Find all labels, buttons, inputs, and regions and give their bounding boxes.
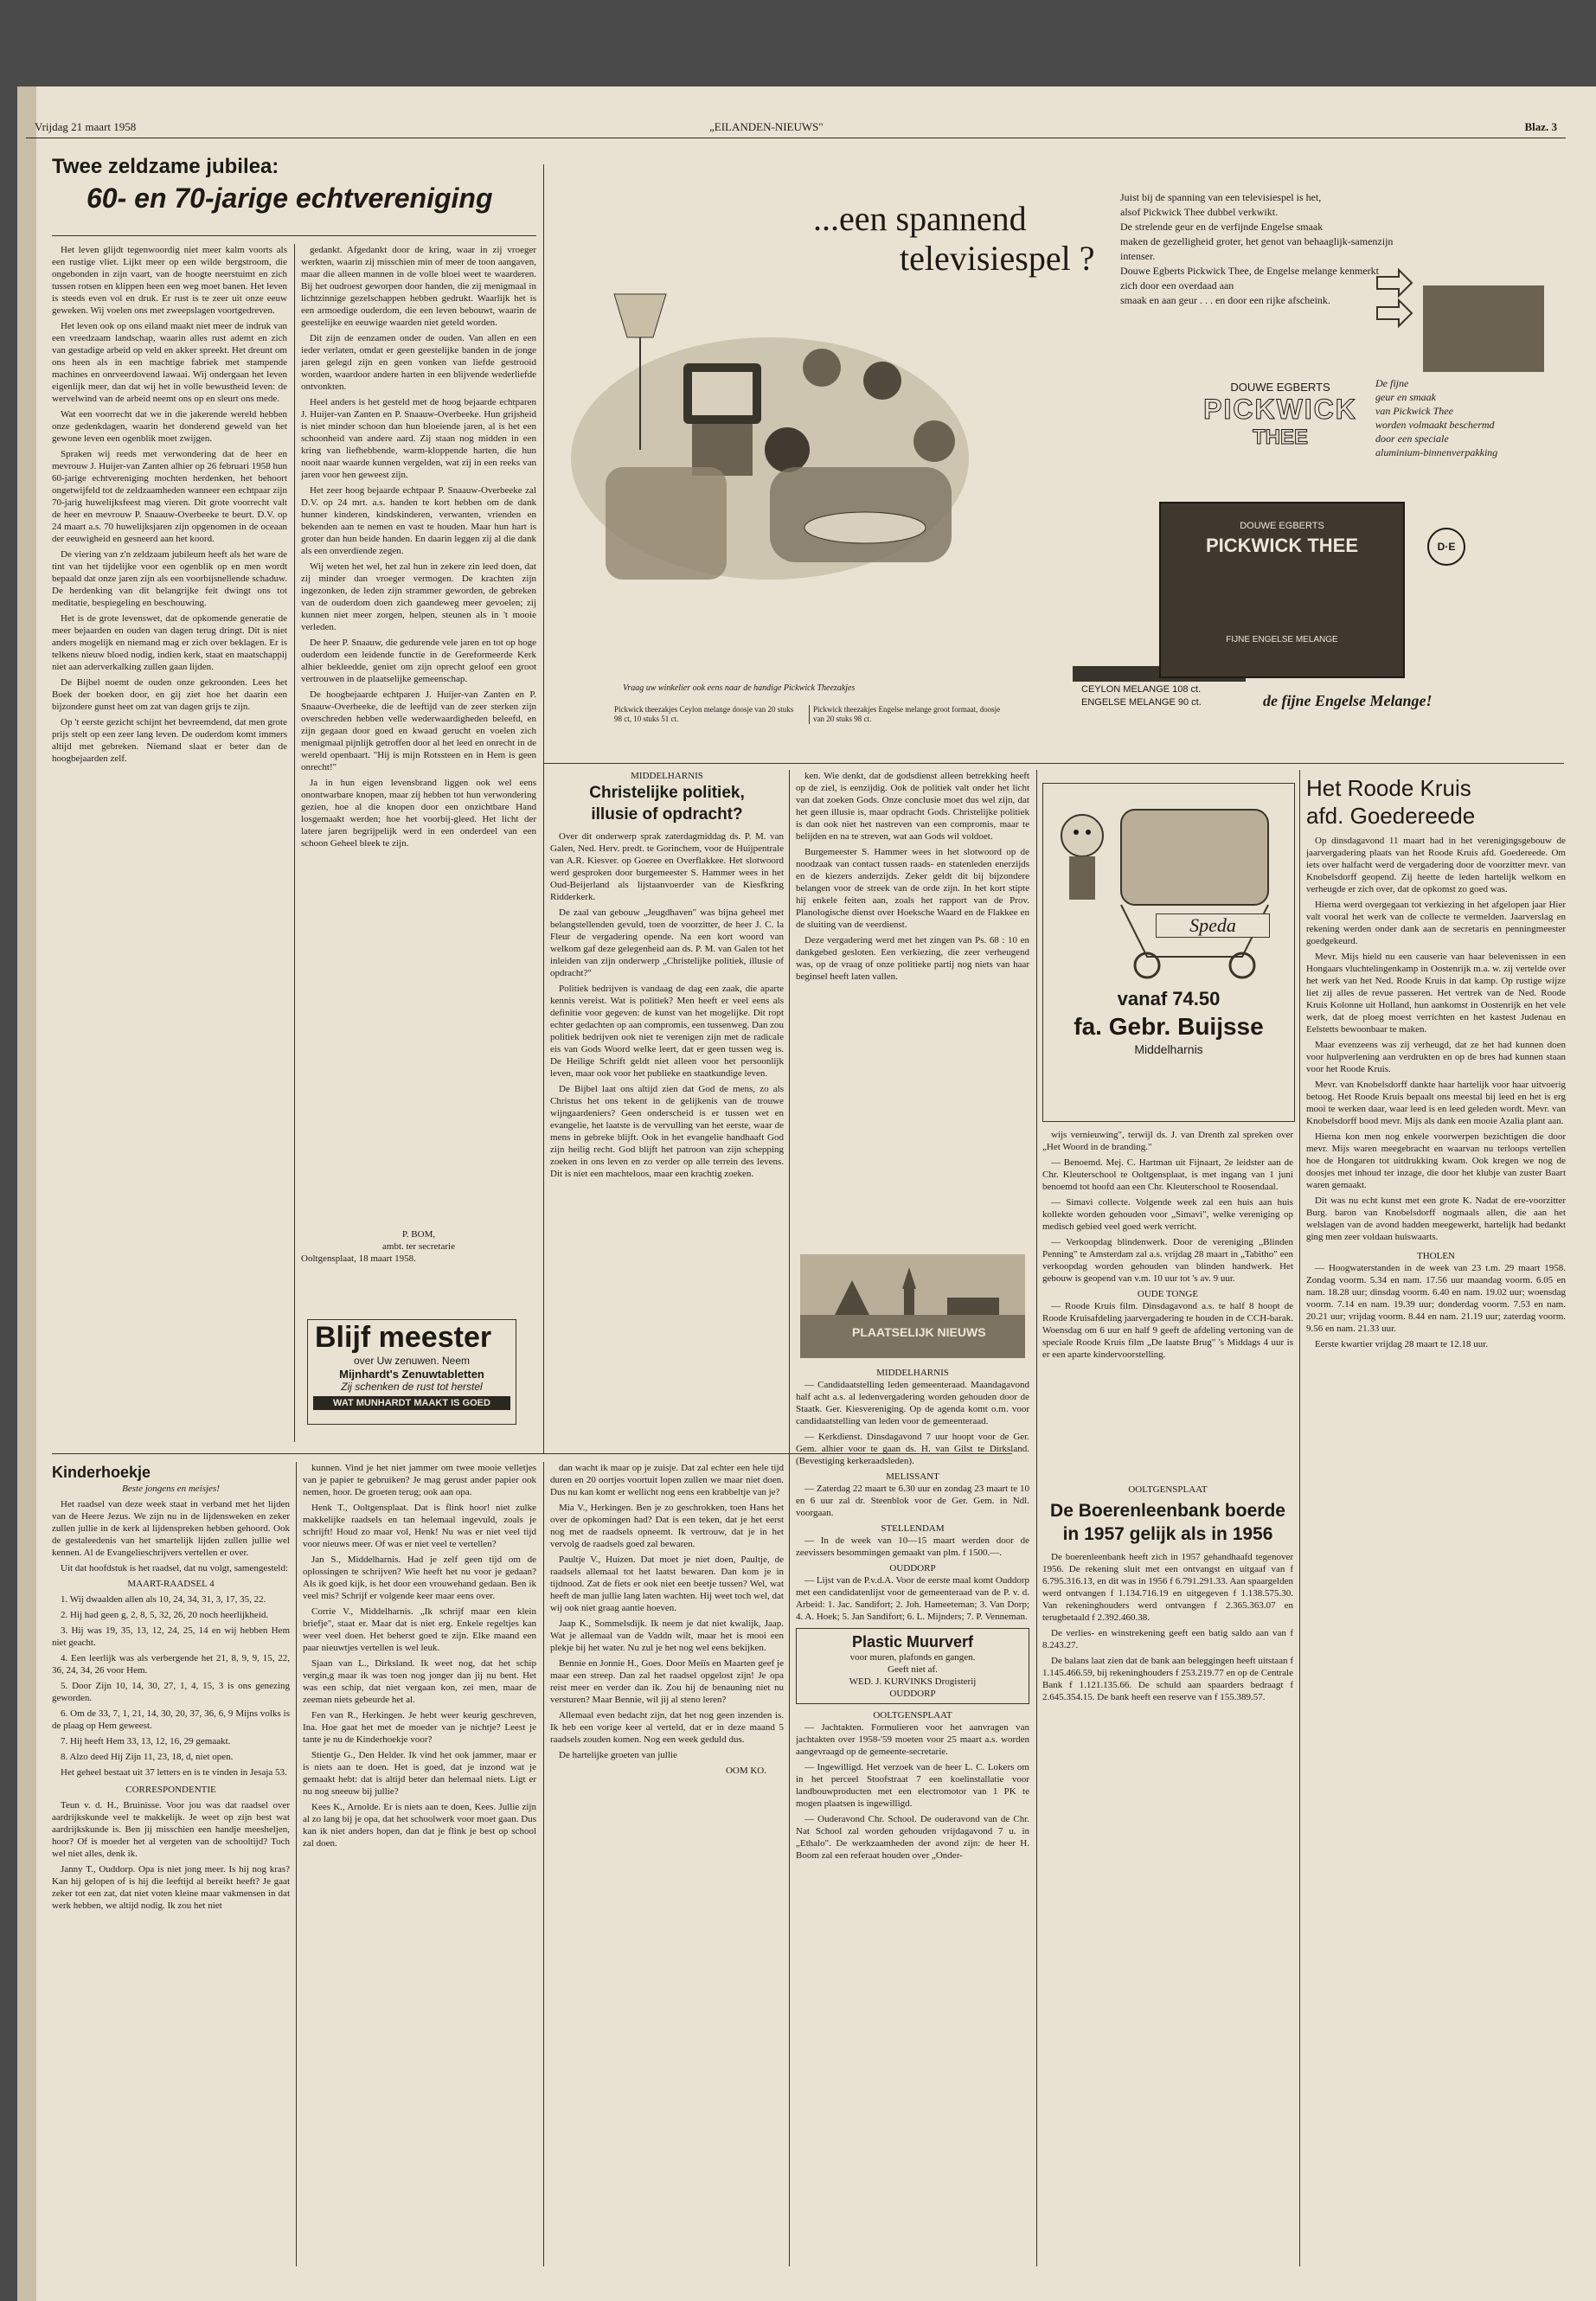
politics-paragraph: Politiek bedrijven is vandaag de dag een zaak, die aparte kennis vereist. Wat is politiek? Men heeft er veel eens als definitie voor gegeven: de kunst van het mogelijke. Dit ropt echter gedachten op aan compromis, een tussenweg. Dan zou politiek bedrijven ook niet te verenigen zijn met de radicale eis van Gods Woord welke leert, dat er geen tussen weg is. De Heilige Schrift geldt niet alleen voor het persoonlijk leven, maar ook voor het publieke en staatkundige leven. [550, 984, 784, 1079]
mid-news-place: OUDE TONGE [1137, 1289, 1199, 1299]
jubilee-title: 60- en 70-jarige echtvereniging [87, 183, 493, 214]
jubilee-paragraph: Het leven ook op ons eiland maakt niet meer de indruk van een vreedzaam landschap, waarin alles rust ademt en zich van gestadige arbeid op veld en akker spreekt. Het dreunt om ons heen als in een machtige fabriek met stampende machines en onrveerdovend lawaai. Wij ondergaan het leven eigenlijk meer, dan dat wij het in volle bewustheid leven: de wervelwind van de arbeid neemt ons op en sleurt ons mede. [52, 321, 287, 404]
tholen-place: THOLEN [1417, 1251, 1455, 1261]
speda-price: vanaf 74.50 [1117, 988, 1221, 1009]
tv-ad-copy-line: maken de gezelligheid groter, het genot van behaaglijk-samenzijn intenser. [1120, 235, 1394, 262]
jubilee-signature: P. BOM, [401, 1229, 436, 1240]
kinderhoekje-column-3 [550, 1462, 784, 2266]
header-date: Vrijdag 21 maart 1958 [35, 120, 137, 133]
puzzle-line: 5. Door Zijn 10, 14, 30, 27, 1, 4, 15, 3 is ons genezing geworden. [52, 1681, 290, 1703]
jubilee-paragraph: Wij weten het wel, het zal hun in zekere zin leed doen, dat zij minder dan vroeger vermogen. De krachten zijn ingezonken, de leden zijn strammer geworden, de gebreken van de ouderdom doen zich gaandeweg meer gevoelen; zij kunnen niet meer zorgen, helpen, steunen als in 't mooie verleden. [301, 561, 536, 632]
pickwick-logo-maker: DOUWE EGBERTS [1230, 381, 1330, 394]
tholen-paragraph: Eerste kwartier vrijdag 28 maart te 12.18 uur. [1315, 1339, 1489, 1349]
politics-column-2 [796, 770, 1029, 1246]
arrow-icon [1375, 260, 1419, 329]
correspondence-paragraph: Teun v. d. H., Bruinisse. Voor jou was dat raadsel over aardrijkskunde veel te makkelijk. Je weet op zijn best wat aardrijkskunde is. Ben jij misschien een handje meesheljen, hoor? Of is moeder het al vergeten van de schooltijd? Toch wel niet alles, denk ik. [52, 1800, 290, 1859]
price-engelse: ENGELSE MELANGE 90 ct. [1081, 697, 1202, 708]
local-news-place: MELISSANT [886, 1471, 939, 1482]
mid-news-item: — Verkoopdag blindenwerk. Door de vereniging „Blinden Penning" te Amsterdam zal a.s. vrijdag 28 maart in „Tabitho" een verkoopdag worden gehouden van blinden handwerk. Het gebouw is geopend van v.m. 10 uur tot 's av. 9 uur. [1042, 1237, 1293, 1284]
tea-box-image [1159, 502, 1405, 678]
muurverf-title: Plastic Muurverf [851, 1633, 974, 1650]
politics-place: MIDDELHARNIS [631, 771, 703, 781]
boerenleenbank-paragraph: De verlies- en winstrekening geeft een batig saldo aan van f 8.243.27. [1042, 1628, 1293, 1650]
pickwick-ad [554, 164, 1498, 761]
mijnhardt-ad-title: Blijf meester [315, 1321, 492, 1354]
jubilee-paragraph: De hoogbejaarde echtparen J. Huijer-van Zanten en P. Snaauw-Overbeeke, die de leeftijd van de zeer sterken zijn overschreden hebben velle wederwaardigheden beleefd, en zijn gegaan door goed en kwaad gerucht en voelen zich menigmaal pijnlijk getroffen door al het leed en onrecht in de wereld openbaart. "Hij is mijn Rotssteen en in Hem is geen onrecht!" [301, 689, 536, 772]
politics-paragraph: Burgemeester S. Hammer wees in het slotwoord op de noodzaak van contact tussen raads- en statenleden enerzijds en de kiezers anderzijds. Zeker geldt dit bij bijzondere belangen voor de streek van de orde zijn. In het kort stipte hij enkele feiten aan, zoals het rapport van de Prov. Planologische dienst over Hoeksche Waard en de Flakkee en de sluiting van de veerdienst. [796, 847, 1029, 930]
tv-ad-copy-line: smaak en aan geur . . . en door een rijke afscheink. [1120, 294, 1330, 306]
kinderhoekje-title: Kinderhoekje [52, 1464, 151, 1481]
foil-caption-line: door een speciale [1375, 433, 1449, 445]
pickwick-logo-name: PICKWICK [1203, 394, 1357, 425]
roode-kruis-paragraph: Maar evenzeens was zij verheugd, dat ze het had kunnen doen voor hulpverlening aan verdrukten en op de bres had kunnen staan voor het Roode Kruis. [1306, 1040, 1566, 1074]
jubilee-paragraph: Het is de grote levenswet, dat de opkomende generatie de meer bejaarden en ouden van dagen terug dringt. Dit is niet anders mogelijk en niemand mag er zich over beklagen. Er is telkens nieuw bloed nodig, indien kerk, staat en maatschappij niet aan aderverkalking zullen gaan lijden. [52, 613, 287, 672]
page-fold-edge [17, 87, 36, 2301]
tv-ad-copy-line: De strelende geur en de verfijnde Engelse smaak [1120, 221, 1324, 233]
mid-news-item: — Simavi collecte. Volgende week zal een huis aan huis kollekte worden gehouden voor „Simavi", welke vereniging op medisch gebied veel goed werk verricht. [1042, 1197, 1293, 1232]
jubilee-paragraph: Wat een voorrecht dat we in die jakerende wereld hebben onze gedenkdagen, waarin het donderend geweld van het gewone leven een ogenblik moet zwijgen. [52, 409, 287, 444]
column-rule [294, 244, 295, 1442]
page-header [26, 117, 1566, 138]
correspondence-paragraph: Janny T., Ouddorp. Opa is niet jong meer. Is hij nog kras? Kan hij gelopen of is hij die leeftijd al bereikt heeft? Je gaat zeker tot een zat, dat niet voten kleine maar vakmensen in dat werk hebben, we altijd nodig. Ik zou het niet [52, 1864, 290, 1911]
politics-title-line-2: illusie of opdracht? [591, 805, 743, 824]
tv-ad-copy-line: alsof Pickwick Thee dubbel verkwikt. [1120, 206, 1279, 218]
tea-box-sub: FIJNE ENGELSE MELANGE [1226, 635, 1338, 644]
local-news-item: — Kerkdienst. Dinsdagavond 7 uur hoopt voor de Ger. Gem. alhier voor te gaan ds. H. van Gilst te Dirksland. (Bevestiging kerkeraadsleden). [796, 1432, 1029, 1466]
local-news-item: — Zaterdag 22 maart te 6.30 uur en zondag 23 maart te 10 en 6 uur zal dr. Steenblok voor de Ger. Gem. in Ndl. voorgaan. [796, 1484, 1029, 1518]
correspondence-paragraph: Corrie V., Middelharnis. „Ik schrijf maar een klein briefje", staat er. Maar dat is niet erg. Enkele regeltjes kan weer veel doen. Het beherst goed te zijn. Elke maand een paar nieuwtjes vertellen is wel leuk. [303, 1606, 536, 1653]
pickwick-logo-thee: THEE [1252, 426, 1308, 449]
kinderhoekje-column-1 [52, 1462, 290, 2266]
muurverf-line: Geeft niet af. [888, 1664, 938, 1675]
column-rule [1036, 770, 1037, 2266]
jubilee-header [52, 154, 536, 223]
roode-kruis-paragraph: Mevr. Mijs hield nu een causerie van haar belevenissen in een Hongaars vluchtelingenkamp in Oostenrijk m.a. w. zij vertelde over het werk van het Ned. Roode Kruis in dat kamp. Op rustige wijze liet zij alles de revue passeren. Het vertrek van de Ned. Roode Kruis Kolonne uit Holland, hun aankomst in Oostenrijk en het vele werk, dat de ploeg moest verrichten en het kastest Judenau en Eelstetts bewoonbaar te maken. [1306, 952, 1566, 1035]
boerenleenbank-paragraph: De balans laat zien dat de bank aan beleggingen heeft uitstaan f 1.145.466.59, bij rekeninghouders f 253.219.77 en op de Centrale Bank f 1.121.135.66. De schuld aan spaarders bedraagt f 2.645.354.15. De bank heeft een reserve van f 155.389.57. [1042, 1656, 1293, 1702]
grocer-note: Vraag uw winkelier ook eens naar de handige Pickwick Theezakjes [623, 683, 856, 693]
correspondence-title: CORRESPONDENTIE [125, 1785, 216, 1795]
local-news-place: OOLTGENSPLAAT [873, 1710, 952, 1721]
mijnhardt-ad-product: Mijnhardt's Zenuwtabletten [339, 1368, 484, 1381]
puzzle-line: 7. Hij heeft Hem 33, 13, 12, 16, 29 gemaakt. [61, 1736, 231, 1747]
local-news-item: — In de week van 10—15 maart werden door de zeevissers besommingen gemaakt van plm. f 1500.—. [796, 1535, 1029, 1558]
header-page-number: Blaz. 3 [1524, 120, 1557, 133]
jubilee-paragraph: Spraken wij reeds met verwondering dat de heer en mevrouw J. Huijer-van Zanten alhier op 26 februari 1958 hun 60-jarige echtvereniging mochten herdenken, het behoort ongetwijfeld tot de zeldzaamheden wanneer een echtpaar zijn 70-jarig huwelijksfeest mag vieren. Dit grote voorrecht valt de heer en mevrouw P. Snaauw-Overbeeke te beurt. D.V. op 24 maart a.s. 70 huwelijksjaren zijn opgenomen in de oceaan der eeuwigheid en gesneerd aan het koord. [52, 449, 287, 544]
jubilee-signature-place: Ooltgensplaat, 18 maart 1958. [301, 1253, 416, 1264]
local-news-item: — Ingewilligd. Het verzoek van de heer L. C. Lokers om in het perceel Stoofstraat 7 een koelinstallatie voor landbouwproducten met een electromotor van 1 PK te mogen plaatsen is ingewilligd. [796, 1762, 1029, 1809]
jubilee-paragraph: Op 't eerste gezicht schijnt het bevreemdend, dat men grote prijs stelt op een zeer lang leven. De ouderdom komt immers altijd met gebreken. Niemand slaat er beter dan de hoogbejaarden zelf. [52, 717, 287, 764]
roode-kruis-title-2: afd. Goedereede [1306, 803, 1476, 829]
column-rule [789, 770, 790, 2266]
local-news-column [796, 1367, 1029, 2266]
politics-paragraph: De Bijbel laat ons altijd zien dat God de mens, zo als Christus het ons tekent in de gelijkenis van de trouwe wijngaardeniers? Geen onderscheid is er tussen wet en evangelie, het laatste is de vervulling van het eerste, waar de mens in gebreke blijft. Ook in het evangelie handhaaft God zijn heilig recht. God blijft het patroon van zijn schepping zoeken in ons leven en zo verder op alle terrein des levens. Dit is niet een machteloos, maar een krachtig zoeken. [550, 1084, 784, 1179]
jubilee-signature-role: ambt. ter secretarie [382, 1241, 455, 1252]
de-logo-icon: D·E [1427, 528, 1465, 566]
local-news-place: MIDDELHARNIS [876, 1368, 949, 1378]
tea-pack-foil-image [1423, 285, 1544, 372]
local-news-banner: PLAATSELIJK NIEUWS [852, 1325, 986, 1339]
foil-caption-line: worden volmaakt beschermd [1375, 419, 1495, 431]
foil-caption-line: geur en smaak [1375, 391, 1436, 403]
kinderhoekje-greeting: Beste jongens en meisjes! [122, 1484, 220, 1494]
foil-caption-line: aluminium-binnenverpakking [1375, 446, 1498, 458]
correspondence-paragraph: kunnen. Vind je het niet jammer om twee mooie velletjes van je papier te gebruiken? Je mag gerust ander papier ook nemen, hoor. De groeten terug; ook aan opa. [303, 1463, 536, 1497]
jubilee-paragraph: Heel anders is het gesteld met de hoog bejaarde echtparen J. Huijer-van Zanten en P. Snaauw-Overbeeke. Hun grijsheid is niet minder schoon dan hun bloeiende jaren, al is het een schoonheid van andere aard. Zij staan nog midden in een kring van liefhebbende, warm-kloppende harten, die hun nooit naar waarde kunnen vergelden, wat zij in een reeks van jaren voor hen geweest zijn. [301, 397, 536, 480]
puzzle-line: 3. Hij was 19, 35, 13, 12, 24, 25, 14 en wij hebben Hem niet geacht. [52, 1625, 290, 1648]
tv-ad-headline-line: televisiespel ? [900, 239, 1095, 278]
correspondence-paragraph: Jan S., Middelharnis. Had je zelf geen tijd om de oplossingen te schrijven? Wie heeft het nu voor je gedaan? Als ik goed kijk, is het door een vrouwehand gedaan. Ben ik veel mis? Schrijf er volgende keer maar eens over. [303, 1554, 536, 1601]
foil-caption-line: van Pickwick Thee [1375, 405, 1453, 417]
mid-news-paragraph: wijs vernieuwing", terwijl ds. J. van Drenth zal spreken over „Het Woord in de branding." [1042, 1130, 1293, 1152]
muurverf-town: OUDDORP [889, 1689, 936, 1699]
roode-kruis-title-1: Het Roode Kruis [1306, 775, 1471, 801]
tv-ad-copy-line: Douwe Egberts Pickwick Thee, de Engelse melange kenmerkt zich door een overdaad aan [1120, 265, 1380, 292]
correspondence-paragraph: Mia V., Herkingen. Ben je zo geschrokken, toen Hans het over de opkomingen had? Dat is een teken, dat je het eerst nog met de raadsels opneemt. Ik vertrouw, dat je in het vervolg de raadsels goed zal bewaren. [550, 1503, 784, 1549]
tv-ad-headline [813, 199, 1159, 279]
politics-paragraph: ken. Wie denkt, dat de godsdienst alleen betrekking heeft op de ziel, is eenzijdig. Ook de politiek valt onder het licht van dat zoeken Gods. Onze conclusie moet dus wel zijn, dat het geen illusie is, maar opdracht Gods. Christelijke politiek is dan ook niet het nastreven van een compromis, maar te belijden en na te streven, wat aan Gods wil voldoet. [796, 771, 1029, 842]
roode-kruis-paragraph: Hierna werd overgegaan tot verkiezing in het afgelopen jaar Hier valt vooral het werk van de collecte te vermelden. Jaarverslag en rekening werden onder dank aan de secretaris en penningmeester goedgekeurd. [1306, 900, 1566, 946]
correspondence-paragraph: Jaap K., Sommelsdijk. Ik neem je dat niet kwalijk, Jaap. Wat je allemaal van de Vaddn wilt, maar het is mooi een plekje bij het water. Nu zul je het nog wel eens bekijken. [550, 1618, 784, 1653]
speda-town: Middelharnis [1134, 1042, 1203, 1056]
local-news-photo [800, 1254, 1025, 1358]
puzzle-title: MAART-RAADSEL 4 [127, 1579, 215, 1589]
kinderhoekje-signature: OOM KO. [725, 1766, 766, 1776]
kinderhoekje-paragraph: Het raadsel van deze week staat in verband met het lijden van de Heere Jezus. We zijn nu in de lijdensweken en zeker zullen jullie in de kerk al lijdenspreken hebben gehoord. Ook de gestaleedenis van het smartelijk lijden zullen jullie wel kennen. Al de Evangelieschrijvers vertellen er over. [52, 1499, 290, 1558]
roode-kruis-paragraph: Mevr. van Knobelsdorff dankte haar hartelijk voor haar uitvoerig betoog. Het Roode Kruis bepaalt ons meestal bij leed en het is erg mooi te werken daar, waar leed is en leed geleden wordt. Mevr. van Knobelsdorff bood mevr. Mijs als dank een mooie Azalia plant aan. [1306, 1080, 1566, 1126]
roode-kruis-paragraph: Op dinsdagavond 11 maart had in het verenigingsgebouw de jaarvergadering plaats van het Roode Kruis afd. Goedereede. Om iets over halfacht werd de vergadering door de voorzitter mevr. van Knobelsdorff geopend. Zij heette de leden hartelijk welkom en verheugde er zich over, dat de opkomst zo goed was. [1306, 836, 1566, 894]
jubilee-paragraph: Het leven glijdt tegenwoordig niet meer kalm voorts als een rustige vliet. Lijkt meer op een wilde bergstroom, die ongebonden in zijn vaart, van de hoogte neerstuimt en zich tussen rotsen en klippen heen een weg moet banen. Het leven is steeds even vol en druk. Er rust is te zeer uit onze eeuw geweken. Wij voelen ons met zweepslagen voortgedreven. [52, 245, 287, 316]
tholen-paragraph: — Hoogwaterstanden in de week van 23 t.m. 29 maart 1958. Zondag voorm. 5.34 en nam. 17.56 uur maandag voorm. 6.05 en nam. 18.28 uur; dinsdag voorm. 6.40 en nam. 19.02 uur; woensdag voorm. 7.14 en nam. 19.39 uur; donderdag voorm. 7.53 en nam. 20.21 uur; vrijdag voorm. 8.44 en nam. 21.19 uur; zaterdag voorm. 9.56 en nam. 21.33 uur. [1306, 1263, 1566, 1334]
tea-box-label: DOUWE EGBERTS [1240, 521, 1324, 531]
price-list [1081, 683, 1254, 709]
correspondence-paragraph: Kees K., Arnolde. Er is niets aan te doen, Kees. Jullie zijn al zo lang bij je opa, dat het schoolwerk voor moet gaan. Dus kan ik niet anders hopen, dan dat je flink je best op school zal doen. [303, 1802, 536, 1849]
section-rule [543, 763, 1564, 764]
speda-store: fa. Gebr. Buijsse [1074, 1013, 1264, 1040]
boerenleenbank-article [1042, 1484, 1293, 2262]
tea-box-brand: PICKWICK THEE [1206, 535, 1358, 556]
local-news-item: — Ouderavond Chr. School. De ouderavond van de Chr. Nat School zal worden gehouden vrijdagavond 7 u. in „Ethalo". De werkzaamheden der avond zijn: de heer H. Boom zal een referaat houden over „Onder- [796, 1814, 1029, 1861]
jubilee-paragraph: De heer P. Snaauw, die gedurende vele jaren en tot op hoge ouderdom een leidende functie in de Gereformeerde Kerk alhier bekleedde, geniet om zijn oprecht geloof een groot vertrouwen in de plaatselijke gemeenschap. [301, 638, 536, 684]
roode-kruis-paragraph: Dit was nu echt kunst met een grote K. Nadat de ere-voorzitter Burg. baron van Knobelsdorff nogmaals allen, die aan het welslagen van de avond hadden meegewerkt, hartelijk had bedankt ging men zeer voldaan huiswaarts. [1306, 1195, 1566, 1242]
kinderhoekje-column-2 [303, 1462, 536, 2266]
column-rule [296, 1462, 297, 2266]
muurverf-line: voor muren, plafonds en gangen. [849, 1652, 976, 1663]
local-news-item: — Lijst van de P.v.d.A. Voor de eerste maal komt Ouddorp met een candidatenlijst voor de gemeenteraad van de P. v. d. Arbeid: 1. Jac. Sandifort; 2. Joh. Hameeteman; 3. Van Dorp; 4. A. Hoek; 5. Jan Sandifort; 6. L. Mijnders; 7. P. Venneman. [796, 1575, 1029, 1622]
puzzle-line: 2. Hij had geen g, 2, 8, 5, 32, 26, 20 noch heerlijkheid. [61, 1610, 269, 1620]
village-image [800, 1254, 1025, 1358]
roode-kruis-paragraph: Hierna kon men nog enkele voorwerpen bezichtigen die door mevr. Mijs waren meegebracht en waarvan nu terloops vertellen hoe de Hongaren tot uitdrukking kwam. Ook kregen we nog de doosjes met inhoud ter inzage, die door het klubje van zuster Baart waren gemaakt. [1306, 1131, 1566, 1190]
speda-ad [1042, 783, 1295, 1122]
arrow-icons [1375, 260, 1419, 329]
tv-ad-copy-line: Juist bij de spanning van een televisiespel is het, [1120, 191, 1322, 203]
pickwick-logo [1194, 381, 1367, 450]
correspondence-paragraph: De hartelijke groeten van jullie [559, 1750, 677, 1760]
jubilee-paragraph: Het zeer hoog bejaarde echtpaar P. Snaauw-Overbeeke zal D.V. op 24 mrt. a.s. handen te kort hebben om de dank hunner kinderen, kindskinderen, verwanten, vrienden en bekenden aan te nemen en vast te houden. Maar hun hart is groter dan hun beide handen. En daarin leggen zij al die dank als een onverdiende zegen. [301, 485, 536, 556]
speda-brand: Speda [1156, 913, 1270, 938]
price-ceylon: CEYLON MELANGE 108 ct. [1081, 684, 1202, 695]
boerenleenbank-paragraph: De boerenleenbank heeft zich in 1957 gehandhaafd tegenover 1956. De rekening sluit met een ontvangst en uitgaaf van f 6.795.316.13, en dit was in 1956 f 6.791.291.33. Aan spaargelden werd ontvangen f 1.134.716.19 en uitgegeven f 1.138.575.30. Van rekeninghouders werd ontvangen f 2.365.363.07 en terugbetaald f 2.392.460.38. [1042, 1552, 1293, 1623]
correspondence-paragraph: Paultje V., Huizen. Dat moet je niet doen, Paultje, de raadsels allemaal tot het laatst bewaren. Dan kom je in tijdnood. Zat de fiets er ook niet een beetje tussen? Wel, wat heeft de man jullie lang laten wachten. Hij weet toch wel, dat wij ook niet graag aantie hoeven. [550, 1554, 784, 1613]
column-rule [543, 164, 544, 1453]
kinderhoekje-paragraph: Uit dat hoofdstuk is het raadsel, dat nu volgt, samengesteld: [61, 1563, 289, 1574]
puzzle-line: 1. Wij dwaalden allen als 10, 24, 34, 31, 3, 17, 35, 22. [61, 1594, 266, 1605]
politics-paragraph: Over dit onderwerp sprak zaterdagmiddag ds. P. M. van Galen, Ned. Herv. predt. te Gorinchem, voor de Huijpentrale van A.R. Kiesver. op Goeree en Overflakkee. Het slotwoord werd gesproken door burgemeester S. Hammer wees in het Oud-Beijerland als lijstaanvoerder van de Kiesfkring Ridderkerk. [550, 831, 784, 902]
boerenleenbank-place: OOLTGENSPLAAT [1128, 1484, 1208, 1495]
politics-column-1 [550, 770, 784, 1445]
pack-info-right: Pickwick theezakjes Engelse melange groot formaat, doosje van 20 stuks 98 ct. [809, 705, 1012, 724]
column-rule [1299, 770, 1300, 2266]
correspondence-paragraph: Fen van R., Herkingen. Je hebt weer keurig geschreven, Ina. Hoe gaat het met de moeder van je nichtje? Leest je tante je nu de Kinderhoekje voor? [303, 1710, 536, 1745]
puzzle-line: 8. Alzo deed Hij Zijn 11, 23, 18, d, niet open. [61, 1752, 234, 1762]
puzzle-line: 4. Een leerlijk was als verbergende het 21, 8, 9, 9, 15, 22, 36, 24, 34, 26 voor Hem. [52, 1653, 290, 1676]
mid-news-column [1042, 1129, 1293, 1475]
mijnhardt-ad-banner: WAT MUNHARDT MAAKT IS GOED [313, 1396, 510, 1410]
local-news-item: — Jachtakten. Formulieren voor het aanvragen van jachtakten over 1958-'59 moeten voor 25 maart a.s. worden aangevraagd op de gemeente-secretarie. [796, 1722, 1029, 1757]
correspondence-paragraph: Allemaal even bedacht zijn, dat het nog geen inzenden is. Ik heb een vorige keer al verteld, dat er in deze maand 5 raadsels zouden komen. Nog een week geduld dus. [550, 1710, 784, 1745]
puzzle-note: Het geheel bestaat uit 37 letters en is te vinden in Jesaja 53. [61, 1767, 287, 1778]
foil-caption-line: De fijne [1375, 377, 1409, 389]
jubilee-paragraph: De viering van z'n zeldzaam jubileum heeft als het ware de tint van het tijdelijke voor een ogenblik op en men wordt bepaald dat onze jaren zijn als een voorbijsnellende schaduw. De herdenking van dit belangrijke feit dwingt ons tot meditatie, bespiegeling en beschouwing. [52, 549, 287, 608]
roode-kruis-article [1306, 774, 1566, 2262]
boerenleenbank-title: De Boerenleenbank boerde in 1957 gelijk als in 1956 [1050, 1501, 1285, 1544]
jubilee-kicker: Twee zeldzame jubilea: [52, 155, 279, 178]
pack-info-left: Pickwick theezakjes Ceylon melange doosje van 20 stuks 98 ct, 10 stuks 51 ct. [614, 705, 794, 723]
correspondence-paragraph: Henk T., Ooltgensplaat. Dat is flink hoor! niet zulke makkelijke raadsels en tan helemaal ingevuld, zoals je schrijft! Houd zo maar vol, Henk! Nu was er niet veel tijd voor nieuws meer. Of was er niet veel te vertellen? [303, 1503, 536, 1549]
jubilee-paragraph: Ja in hun eigen levensbrand liggen ook wel eens onontwarbare knopen, maar zij hebben tot hun verwondering gezien, hoe al die knopen door een onzichtbare Hand losgemaakt werden; hoe het voorbij-gleed. Het licht der latere jaren begrijpelijk werd in een onderdeel van een schoon Geheel bleek te zijn. [301, 778, 536, 849]
pickwick-tagline: de fijne Engelse Melange! [1263, 692, 1433, 709]
jubilee-title-rule [52, 235, 536, 236]
jubilee-column-2 [301, 244, 536, 1226]
jubilee-column-1 [52, 244, 287, 1442]
puzzle-line: 6. Om de 33, 7, 1, 21, 14, 30, 20, 37, 36, 6, 9 Mijns volks is de plaag op Hem geweest. [52, 1708, 290, 1731]
mijnhardt-ad [307, 1319, 516, 1425]
mijnhardt-ad-line: Zij schenken de rust tot herstel [341, 1381, 483, 1393]
header-paper-name: „EILANDEN-NIEUWS" [709, 120, 824, 133]
tv-ad-headline-line: ...een spannend [813, 199, 1027, 238]
correspondence-paragraph: Stientje G., Den Helder. Ik vind het ook jammer, maar er is niets aan te doen. Het is goed, dat je inzond wat je gemaakt hebt: dat is altijd beter dan helemaal niets. Ligt er nu nog sneeuw bij jullie? [303, 1750, 536, 1797]
jubilee-paragraph: De Bijbel noemt de ouden onze gekroonden. Lees het Boek der boeken door, en gij ziet hoe het daarin een bijzondere gunst heet om zat van dagen grijs te zijn. [52, 677, 287, 712]
local-news-place: OUDDORP [889, 1563, 936, 1574]
politics-title-line-1: Christelijke politiek, [589, 784, 745, 802]
politics-paragraph: De zaal van gebouw „Jeugdhaven" was bijna geheel met belangstellenden gevuld, toen de voorzitter, de heer J. C. la Fleur de vergadering opende. Na een kort woord van welkom gaf deze gelegenheid aan ds. P. M. van Galen tot het inleiden van zijn onderwerp „Christelijke politiek, illusie of opdracht?" [550, 907, 784, 978]
muurverf-ad [796, 1628, 1029, 1704]
mid-news-item: — Roode Kruis film. Dinsdagavond a.s. te half 8 hoopt de Roode Kruisafdeling jaarvergadering te houden in de CCH-barak. Woensdag om 6 uur en half 9 geeft de afdeling vertoning van de speciale Roode Kruis film „De laatste Brug" 's Middags 4 uur is er een aparte kindervoorstelling. [1042, 1301, 1293, 1360]
local-news-item: — Candidaatstelling leden gemeenteraad. Maandagavond half acht a.s. al ledenvergadering worden gehouden door de Staatk. Ger. Kiesvereniging. Op de agenda komt o.m. voor candidaatstelling van leden voor de gemeenteraad. [796, 1380, 1029, 1426]
foil-caption [1375, 376, 1531, 459]
correspondence-paragraph: Bennie en Jonnie H., Goes. Door Meiïs en Maarten geef je maar een streep. Dan zal het raadsel opgelost zijn! Je opa reist meer en verder dan ik. Zou hij de benauning niet nu versturen? Maar Bennie, wil jij al steno leren? [550, 1658, 784, 1705]
correspondence-paragraph: Sjaan van L., Dirksland. Ik weet nog, dat het schip vergin,g maar ik was toen nog jonger dan jij nu bent. Het was een schip, dat niet vergaan kon, zei men, maar de zeeman niets gebeurde het al. [303, 1658, 536, 1705]
jubilee-paragraph: gedankt. Afgedankt door de kring, waar in zij vroeger werkten, waarin zij misschien min of meer de toon aangaven, maar die alleen mannen in de volle bloei weet te waarderen. Bij het oudroest geworpen door handen, die zij menigmaal in lichtzinnige gezelschappen hebben gedrukt. Waarlijk het is een armoedige ouderdom, die een leven bebouwt, waarin de geestelijke en eeuwige waarden niet geteld worden. [301, 245, 536, 328]
correspondence-paragraph: dan wacht ik maar op je zuisje. Dat zal echter een hele tijd duren en 20 oortjes voortuit lopen zullen we maar niet doen. Dus nu kan komt er wellicht nog eens een krabbeltje van je? [550, 1463, 784, 1497]
mijnhardt-ad-line: over Uw zenuwen. Neem [353, 1355, 471, 1367]
jubilee-signature-block [301, 1228, 536, 1289]
jubilee-paragraph: Dit zijn de eenzamen onder de ouden. Van allen en een ieder verlaten, omdat er geen geestelijke banden in de jonge jaren gelegd zijn en geen vonken van liefde gestrooid worden, waardoor andere harten in een blijvende wederliefde ontvonkten. [301, 333, 536, 392]
local-news-place: STELLENDAM [881, 1523, 945, 1534]
column-rule [543, 1462, 544, 2266]
tv-ad-copy [1120, 190, 1397, 308]
mid-news-item: — Benoemd. Mej. C. Hartman uit Fijnaart, 2e leidster aan de Chr. Kleuterschool te Ooltgensplaat, is met ingang van 1 juni benoemd tot hoofd aan een Chr. Kleuterschool te Roosendaal. [1042, 1157, 1293, 1192]
speda-pram-illustration [1043, 784, 1294, 983]
muurverf-store: WED. J. KURVINKS Drogisterij [849, 1676, 977, 1687]
politics-paragraph: Deze vergadering werd met het zingen van Ps. 68 : 10 en dankgebed gesloten. Een verkiezing, die zeer verheugend was, op de vraag of onze politieke partij nog niets van haar beginsel heeft laten vallen. [796, 935, 1029, 982]
